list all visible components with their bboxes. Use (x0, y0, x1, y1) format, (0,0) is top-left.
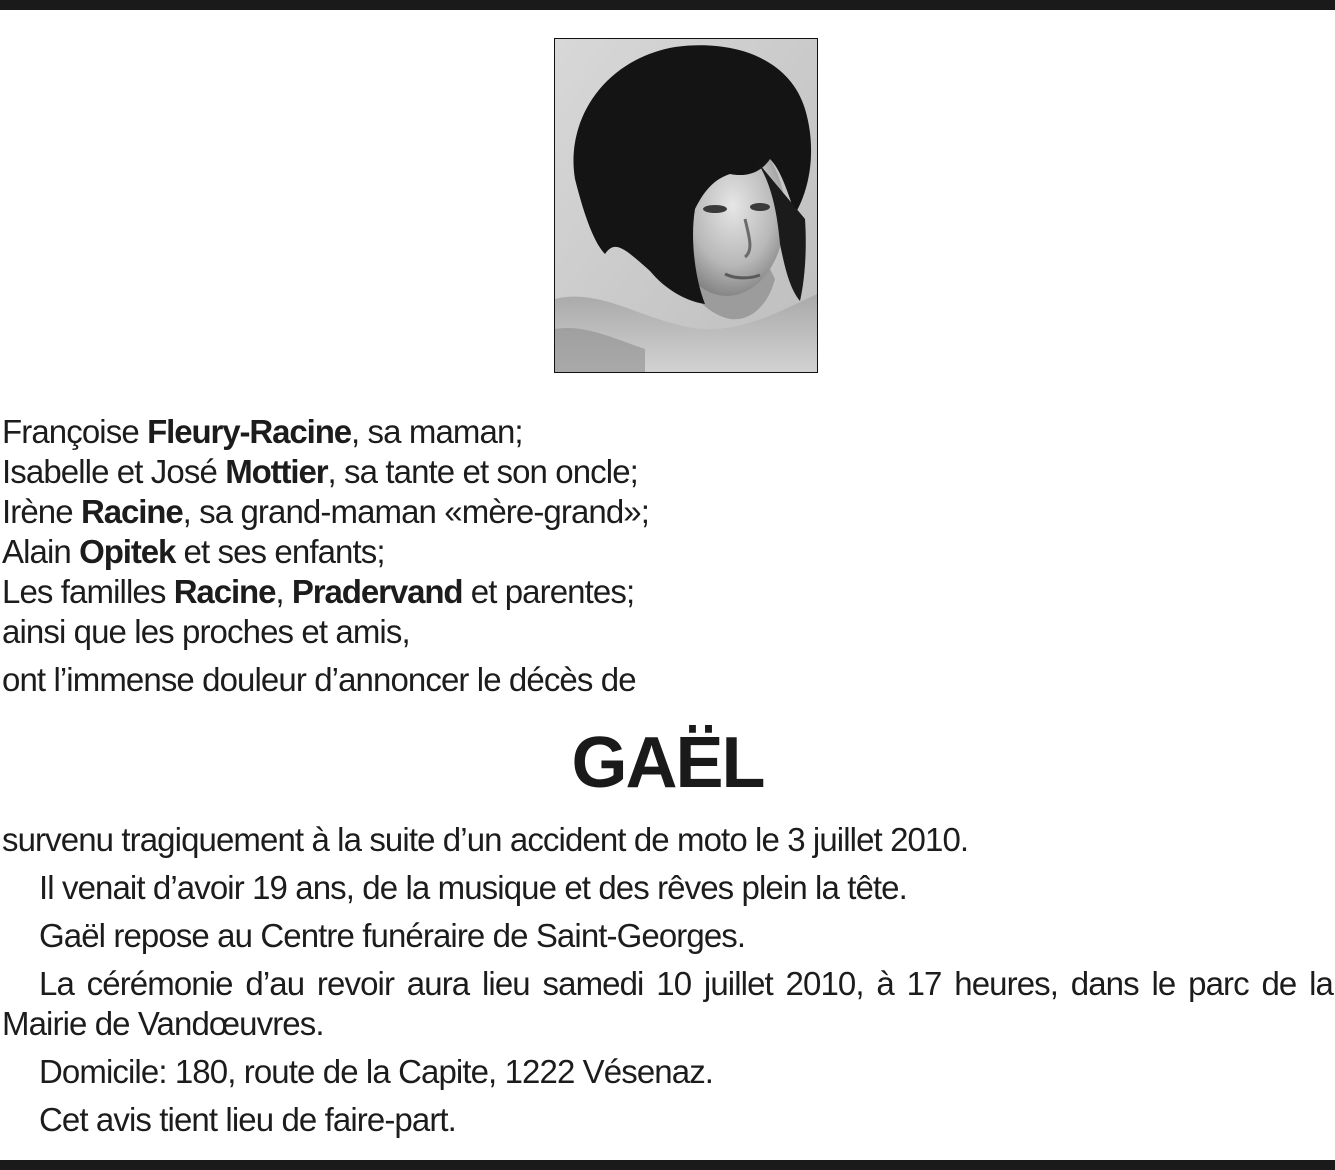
circumstances-paragraph: survenu tragiquement à la suite d’un accident de moto le 3 juillet 2010. (2, 821, 969, 858)
family-list (2, 412, 649, 652)
notice-body (2, 820, 1333, 1148)
family-line: Françoise Fleury-Racine, sa maman; (2, 413, 523, 450)
announcement-line: ont l’immense douleur d’annoncer le décès de (2, 661, 636, 698)
family-line: Isabelle et José Mottier, sa tante et son oncle; (2, 453, 638, 490)
ceremony-paragraph: La cérémonie d’au revoir aura lieu samedi 10 juillet 2010, à 17 heures, dans le parc de la Mairie de Vandœuvres. (2, 965, 1333, 1042)
portrait-photo (554, 38, 818, 373)
family-line: Irène Racine, sa grand-maman «mère-grand»; (2, 493, 650, 530)
rest-place-paragraph: Gaël repose au Centre funéraire de Saint-Georges. (39, 917, 746, 954)
closing-paragraph: Cet avis tient lieu de faire-part. (39, 1101, 456, 1138)
family-line: Les familles Racine, Pradervand et parentes; (2, 573, 635, 610)
family-line: Alain Opitek et ses enfants; (2, 533, 385, 570)
top-rule (0, 0, 1335, 10)
family-line: ainsi que les proches et amis, (2, 613, 410, 650)
age-paragraph: Il venait d’avoir 19 ans, de la musique et des rêves plein la tête. (39, 869, 907, 906)
domicile-paragraph: Domicile: 180, route de la Capite, 1222 Vésenaz. (39, 1053, 714, 1090)
deceased-name: GAËL (571, 723, 764, 803)
bottom-rule (0, 1160, 1335, 1170)
